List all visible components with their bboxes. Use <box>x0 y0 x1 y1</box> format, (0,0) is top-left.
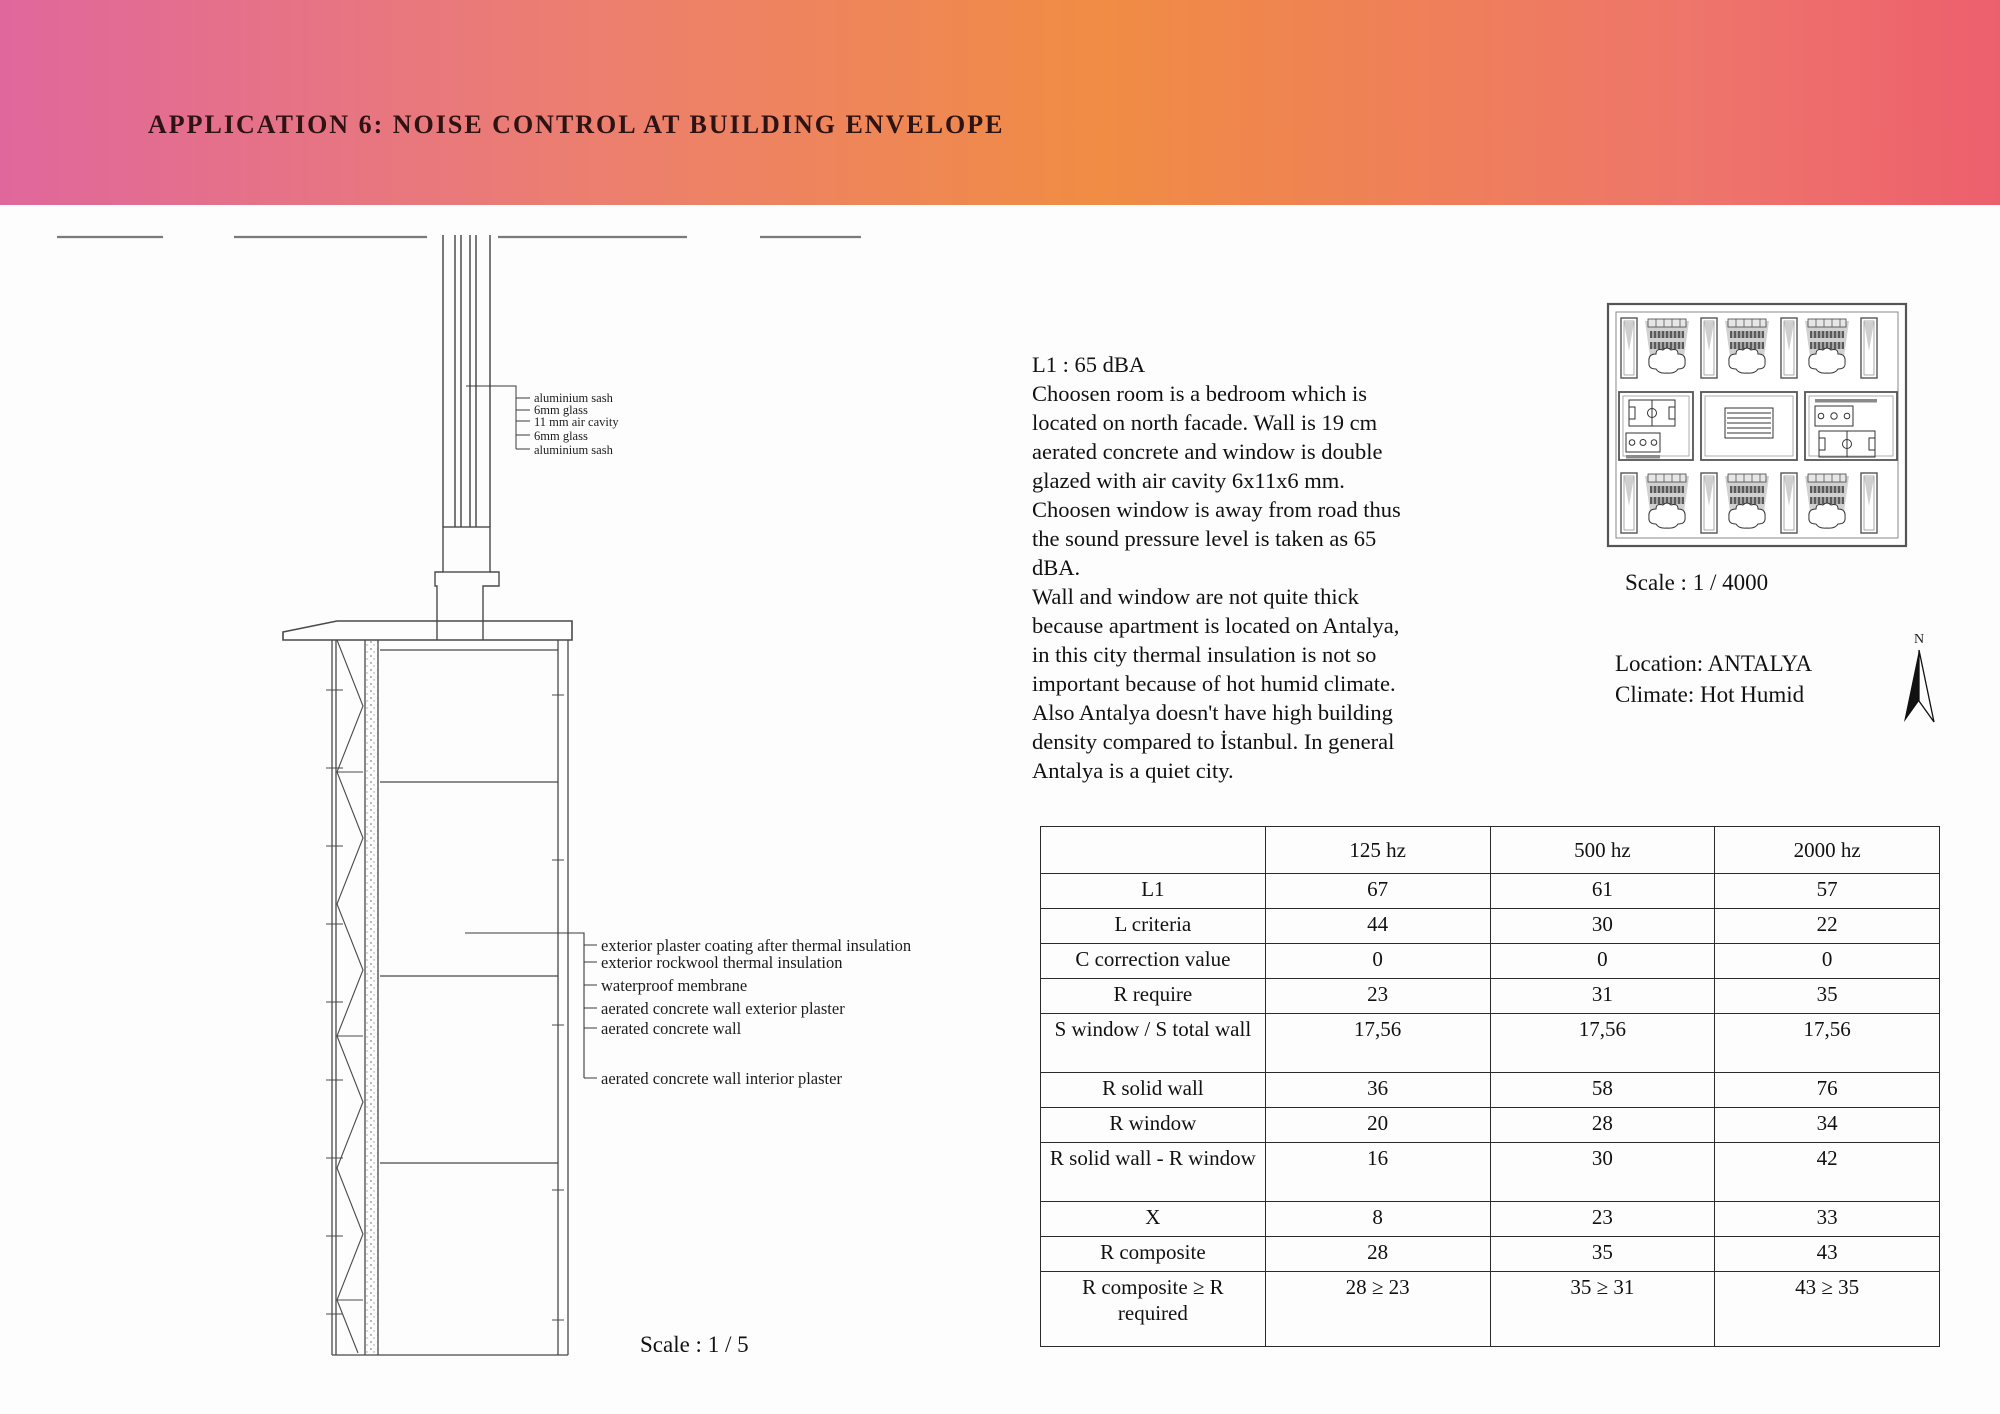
site-plan <box>1605 300 1910 552</box>
description-line: important because of hot humid climate. <box>1032 671 1396 696</box>
description-line: located on north facade. Wall is 19 cm <box>1032 410 1378 435</box>
table-row: R composite ≥ R required 28 ≥ 23 35 ≥ 31 43 ≥ 35 <box>1041 1272 1940 1347</box>
window-label: 11 mm air cavity <box>534 415 619 429</box>
description-line: because apartment is located on Antalya, <box>1032 613 1400 638</box>
table-header-row <box>1041 827 1940 874</box>
header-cell: 2000 hz <box>1715 827 1940 874</box>
building-row-bottom <box>1621 473 1877 533</box>
page-title: APPLICATION 6: NOISE CONTROL AT BUILDING ENVELOPE <box>148 110 1005 139</box>
north-arrow-icon <box>1890 630 1950 738</box>
wall-label-leaders <box>465 933 597 1078</box>
table-row: R solid wall 36 58 76 <box>1041 1073 1940 1108</box>
climate-line: Climate: Hot Humid <box>1615 682 1805 707</box>
membrane-stipple <box>366 640 378 1355</box>
location-block <box>1615 648 1812 710</box>
rockwool-hatch <box>337 640 363 1353</box>
description-line: Wall and window are not quite thick <box>1032 584 1359 609</box>
window-label: aluminium sash <box>534 443 613 457</box>
north-label: N <box>1913 632 1925 647</box>
table-row: L1 67 61 57 <box>1041 874 1940 909</box>
table-row: R window 20 28 34 <box>1041 1108 1940 1143</box>
description-line: L1 : 65 dBA <box>1032 352 1146 377</box>
wall-label: aerated concrete wall interior plaster <box>601 1069 842 1088</box>
description-line: Choosen window is away from road thus <box>1032 497 1401 522</box>
table-row: R require 23 31 35 <box>1041 979 1940 1014</box>
wall-label: waterproof membrane <box>601 976 748 995</box>
description-line: the sound pressure level is taken as 65 <box>1032 526 1377 551</box>
window-label: 6mm glass <box>534 403 588 417</box>
table-row: R composite 28 35 43 <box>1041 1237 1940 1272</box>
wall-label: exterior rockwool thermal insulation <box>601 953 843 972</box>
description-line: dBA. <box>1032 555 1081 580</box>
description-block <box>1032 350 1482 785</box>
description-line: Also Antalya doesn't have high building <box>1032 700 1393 725</box>
table-row: S window / S total wall 17,56 17,56 17,56 <box>1041 1014 1940 1073</box>
table-row: R solid wall - R window 16 30 42 <box>1041 1143 1940 1202</box>
description-line: Antalya is a quiet city. <box>1032 758 1234 783</box>
header-cell: 125 hz <box>1265 827 1490 874</box>
description-line: glazed with air cavity 6x11x6 mm. <box>1032 468 1345 493</box>
building-row-top <box>1621 318 1877 378</box>
table-row: L criteria 44 30 22 <box>1041 909 1940 944</box>
table-row: C correction value 0 0 0 <box>1041 944 1940 979</box>
wall-label: aerated concrete wall exterior plaster <box>601 999 845 1018</box>
site-plan-scale-label: Scale : 1 / 4000 <box>1625 570 1769 595</box>
window-frame <box>435 527 499 640</box>
header-cell <box>1041 827 1266 874</box>
description-line: in this city thermal insulation is not so <box>1032 642 1377 667</box>
header-cell: 500 hz <box>1490 827 1715 874</box>
description-line: aerated concrete and window is double <box>1032 439 1383 464</box>
wall-section-drawing <box>40 220 1010 1400</box>
window-glass-lines <box>443 235 490 527</box>
acoustic-calculation-table <box>1040 826 1940 1347</box>
window-label: aluminium sash <box>534 391 613 405</box>
wall-layers <box>326 640 568 1355</box>
window-label: 6mm glass <box>534 429 588 443</box>
banner <box>0 0 2000 205</box>
location-line: Location: ANTALYA <box>1615 651 1813 676</box>
wall-label: exterior plaster coating after thermal insulation <box>601 936 912 955</box>
window-sill <box>283 621 572 640</box>
table-row: X 8 23 33 <box>1041 1202 1940 1237</box>
drawing-scale-label: Scale : 1 / 5 <box>640 1332 749 1357</box>
description-line: Choosen room is a bedroom which is <box>1032 381 1367 406</box>
description-line: density compared to İstanbul. In general <box>1032 729 1395 754</box>
wall-label: aerated concrete wall <box>601 1019 742 1038</box>
